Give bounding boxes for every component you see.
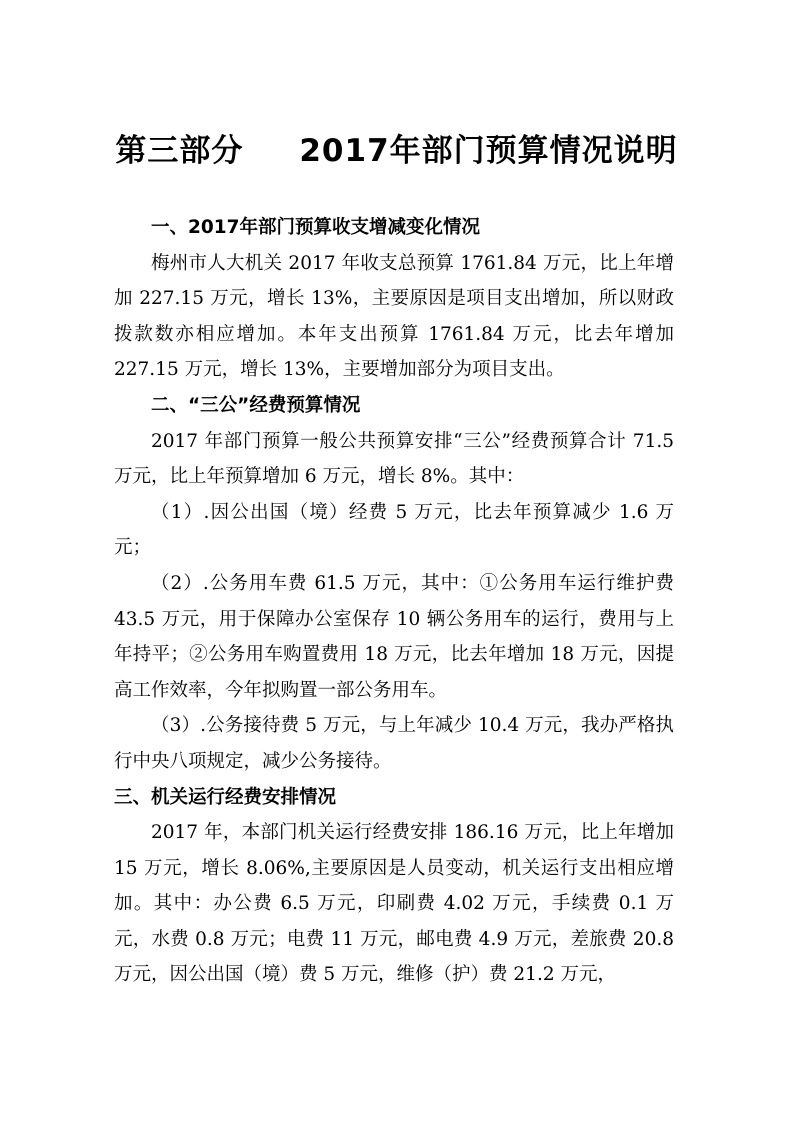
section-2-heading: 二、“三公”经费预算情况: [151, 394, 361, 416]
title-main-text: 2017年部门预算情况说明: [299, 133, 678, 169]
section-3-paragraph-1: 2017 年，本部门机关运行经费安排 186.16 万元，比上年增加 15 万元，增长 8.06%,主要原因是人员变动，机关运行支出相应增加。其中：办公费 6.5 万元，印刷费 4.02 万元，手续费 0.1 万元，水费 0.8 万元；电费 11 万元，邮电费 4.9 万元，差旅费 20.8 万元，因公出国（境）费 5 万元，维修（护）费 21.2 万元，: [114, 822, 674, 986]
section-1-paragraph-1: 梅州市人大机关 2017 年收支总预算 1761.84 万元，比上年增加 227.15 万元，增长 13%，主要原因是项目支出增加，所以财政拨款数亦相应增加。本年支出预算 1761.84 万元，比去年增加 227.15 万元，增长 13%，主要增加部分为项目支出。: [114, 252, 674, 381]
section-3-heading: 三、机关运行经费安排情况: [114, 786, 337, 808]
section-2-paragraph-4: （3）.公务接待费 5 万元，与上年减少 10.4 万元，我办严格执行中央八项规定，减少公务接待。: [114, 715, 674, 772]
title-part-label: 第三部分: [115, 133, 244, 169]
page-title: [0, 128, 793, 174]
section-2-paragraph-1: 2017 年部门预算一般公共预算安排“三公”经费预算合计 71.5 万元，比上年预算增加 6 万元，增长 8%。其中：: [114, 430, 674, 488]
section-1-heading: 一、2017年部门预算收支增减变化情况: [151, 217, 480, 238]
section-2-paragraph-2: （1）.因公出国（境）经费 5 万元，比去年预算减少 1.6 万元；: [114, 501, 674, 559]
section-2-paragraph-3: （2）.公务用车费 61.5 万元，其中：①公务用车运行维护费 43.5 万元，用于保障办公室保存 10 辆公务用车的运行，费用与上年持平；②公务用车购置费用 18 万元，比去年增加 18 万元，因提高工作效率，今年拟购置一部公务用车。: [114, 572, 674, 701]
document-body: [114, 210, 674, 993]
